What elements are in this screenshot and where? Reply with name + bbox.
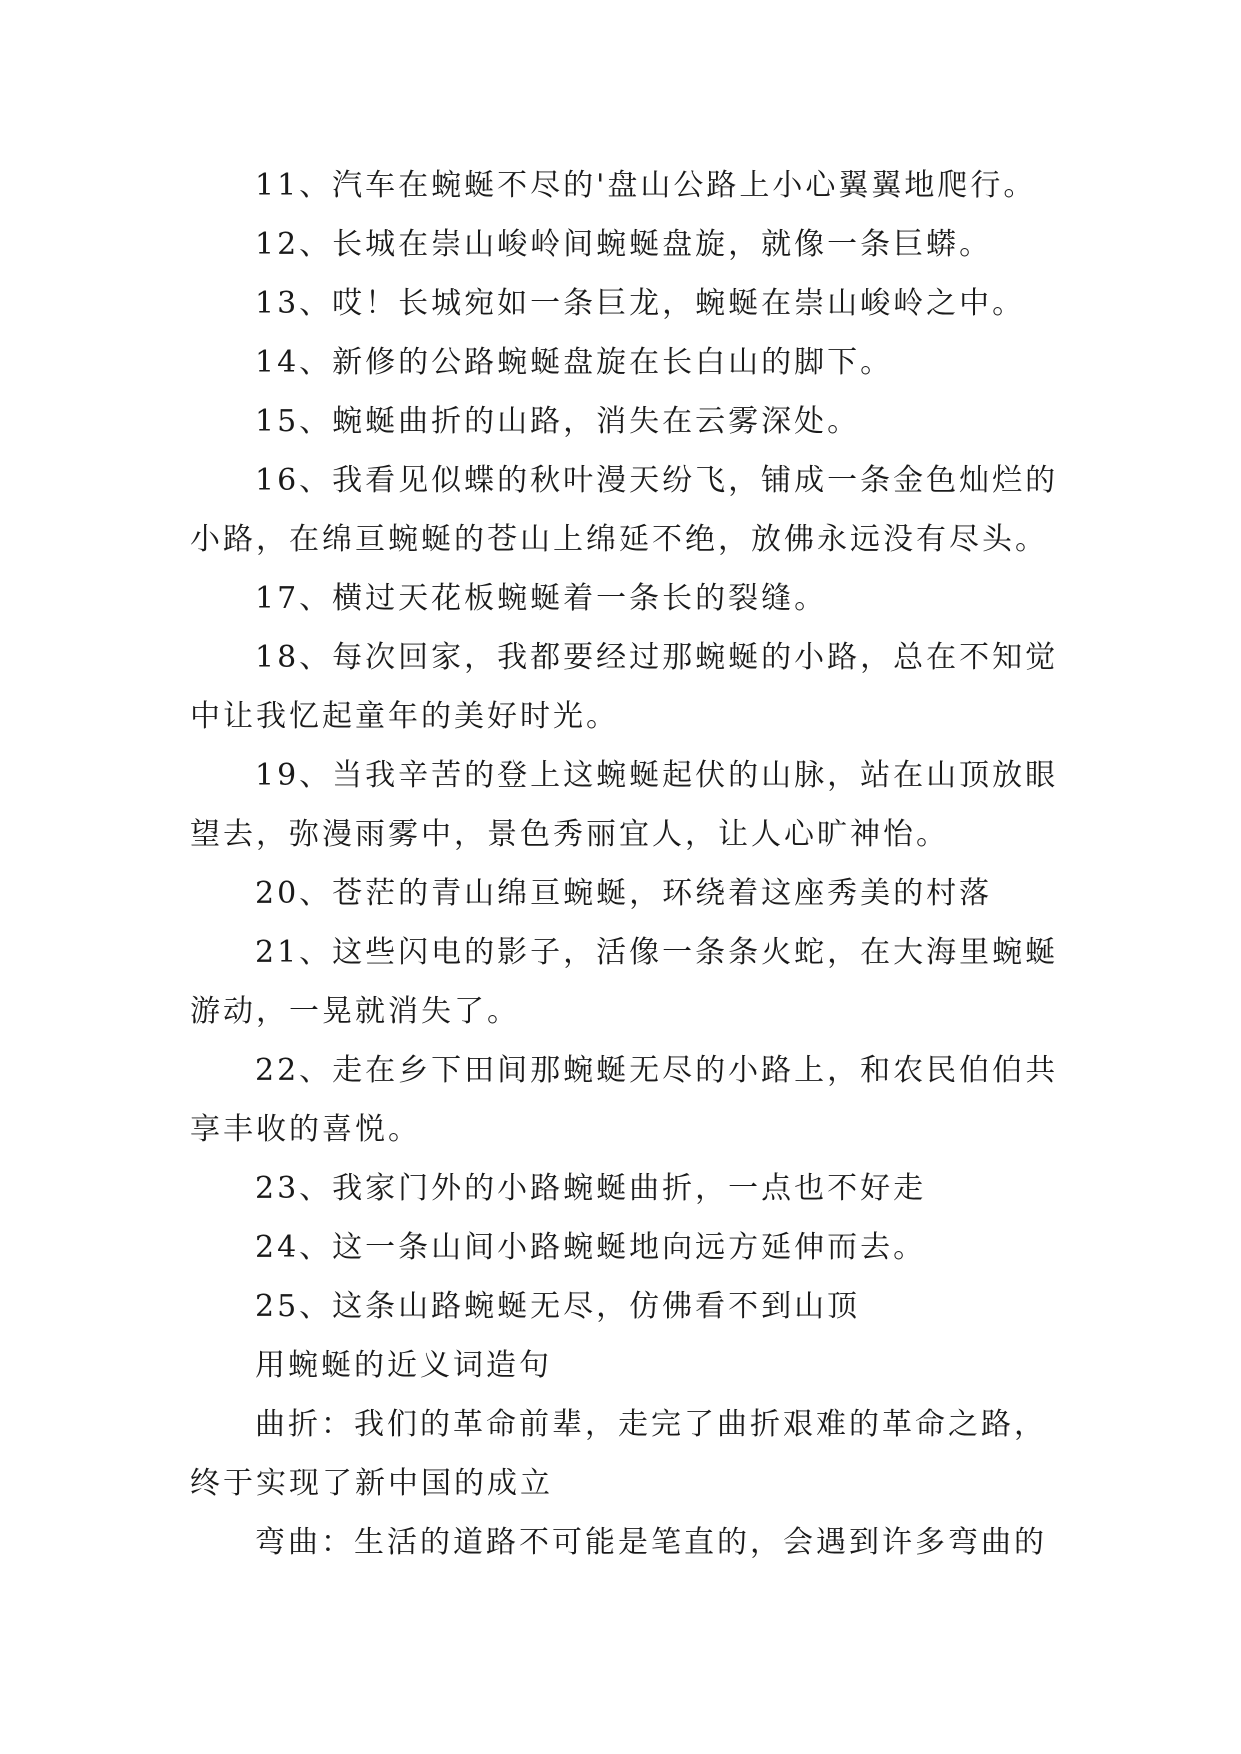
paragraph-23: 23、我家门外的小路蜿蜒曲折，一点也不好走 bbox=[255, 1171, 927, 1206]
paragraph-synonym-wanqu: 弯曲：生活的道路不可能是笔直的，会遇到许多弯曲的 bbox=[255, 1525, 1047, 1560]
paragraph-14: 14、新修的公路蜿蜒盘旋在长白山的脚下。 bbox=[255, 345, 894, 380]
paragraph-12: 12、长城在崇山峻岭间蜿蜒盘旋，就像一条巨蟒。 bbox=[255, 227, 993, 262]
paragraph-20: 20、苍茫的青山绵亘蜿蜒，环绕着这座秀美的村落 bbox=[255, 876, 993, 911]
document-body bbox=[190, 156, 1075, 1572]
paragraph-19: 19、当我辛苦的登上这蜿蜒起伏的山脉，站在山顶放眼望去，弥漫雨雾中，景色秀丽宜人，让人心旷神怡。 bbox=[190, 758, 1059, 852]
section-heading-synonyms: 用蜿蜒的近义词造句 bbox=[255, 1348, 552, 1383]
paragraph-13: 13、哎！长城宛如一条巨龙，蜿蜒在崇山峻岭之中。 bbox=[255, 286, 1026, 321]
paragraph-synonym-quzhe: 曲折：我们的革命前辈，走完了曲折艰难的革命之路，终于实现了新中国的成立 bbox=[190, 1407, 1047, 1501]
paragraph-11: 11、汽车在蜿蜒不尽的'盘山公路上小心翼翼地爬行。 bbox=[255, 168, 1037, 203]
paragraph-21: 21、这些闪电的影子，活像一条条火蛇，在大海里蜿蜒游动，一晃就消失了。 bbox=[190, 935, 1059, 1029]
paragraph-18: 18、每次回家，我都要经过那蜿蜒的小路，总在不知觉中让我忆起童年的美好时光。 bbox=[190, 640, 1059, 734]
paragraph-17: 17、横过天花板蜿蜒着一条长的裂缝。 bbox=[255, 581, 828, 616]
paragraph-22: 22、走在乡下田间那蜿蜒无尽的小路上，和农民伯伯共享丰收的喜悦。 bbox=[190, 1053, 1059, 1147]
paragraph-24: 24、这一条山间小路蜿蜒地向远方延伸而去。 bbox=[255, 1230, 927, 1265]
paragraph-16: 16、我看见似蝶的秋叶漫天纷飞，铺成一条金色灿烂的小路，在绵亘蜿蜒的苍山上绵延不绝，放佛永远没有尽头。 bbox=[190, 463, 1059, 557]
paragraph-15: 15、蜿蜒曲折的山路，消失在云雾深处。 bbox=[255, 404, 861, 439]
paragraph-25: 25、这条山路蜿蜒无尽，仿佛看不到山顶 bbox=[255, 1289, 861, 1324]
